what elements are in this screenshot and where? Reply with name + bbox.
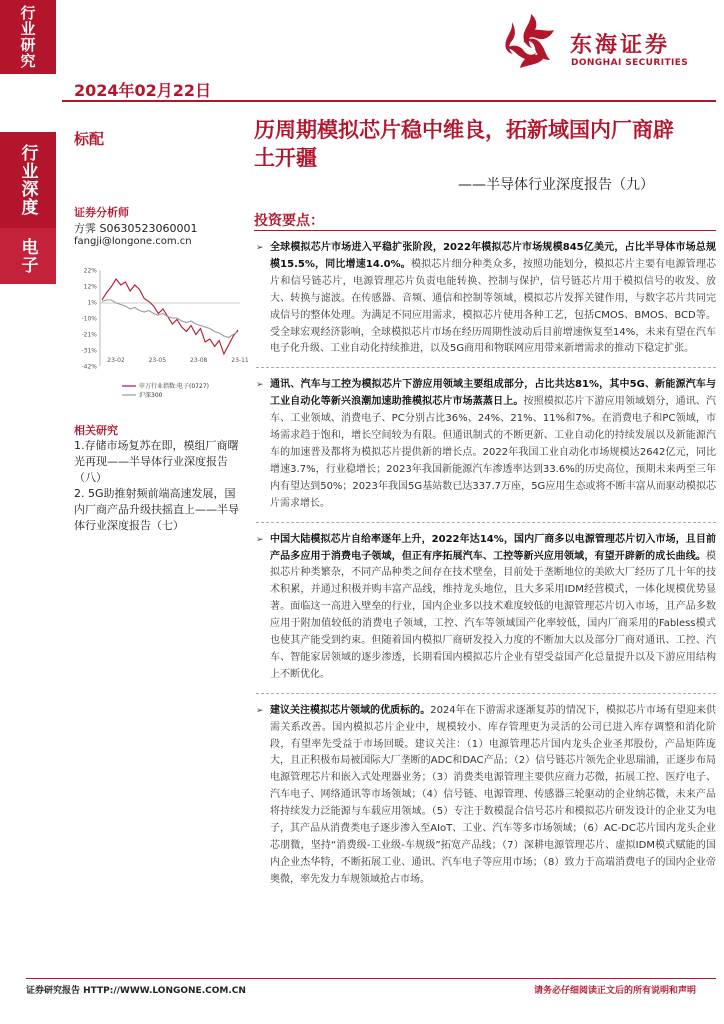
chart-ytick-label: -10%	[81, 315, 97, 323]
report-title: 历周期模拟芯片稳中维良，拓新域国内厂商辟土开疆	[254, 118, 674, 170]
brand-emblem-icon	[498, 10, 564, 76]
bullet-arrow-icon: ➢	[256, 705, 264, 716]
key-points-divider	[254, 230, 716, 231]
key-points-heading: 投资要点：	[254, 213, 324, 229]
chart-series-line	[102, 300, 238, 338]
key-point-lead: 中国大陆模拟芯片自给率逐年上升，2022年达14%，国内厂商多以电源管理芯片切入市场，且目前产品多应用于消费电子领域，但正有序拓展汽车、工控等新兴应用领域，有望开辟新的成长曲线。	[270, 533, 716, 562]
key-point-lead: 建议关注模拟芯片领域的优质标的。	[270, 704, 431, 716]
chart-series-line	[102, 279, 238, 354]
chart-xtick-label: 23-08	[189, 357, 208, 364]
bullet-arrow-icon: ➢	[256, 243, 264, 253]
key-point-lead: 全球模拟芯片市场进入平稳扩张阶段，2022年模拟芯片市场规模845亿美元，占比半导体市场总规模15.5%，同比增速14.0%。	[270, 242, 716, 270]
industry-rating: 标配	[74, 130, 105, 148]
key-point	[256, 377, 716, 512]
footer-disclaimer: 请务必仔细阅读正文后的所有说明和声明	[533, 986, 696, 996]
chart-xtick-label: 23-02	[107, 357, 125, 364]
key-point-separator	[256, 522, 716, 523]
brand-name-cn: 东海证券	[570, 33, 671, 58]
header-divider	[62, 100, 716, 102]
section-tab-research	[0, 0, 56, 74]
related-research-heading: 相关研究	[74, 424, 118, 437]
section-tab-sector	[0, 228, 56, 284]
report-date: 2024年02月22日	[74, 81, 212, 100]
key-point-lead: 通讯、汽车与工控为模拟芯片下游应用领域主要组成部分，占比共达81%，其中5G、新能源汽车与工业自动化等新兴浪潮加速助推模拟芯片市场蒸蒸日上。	[270, 379, 716, 408]
brand-name-en: DONGHAI SECURITIES	[571, 58, 689, 68]
chart-ytick-label: -31%	[81, 347, 97, 355]
key-point	[256, 240, 716, 358]
brand-logo	[498, 8, 716, 78]
bullet-arrow-icon: ➢	[256, 534, 264, 545]
chart-legend-label: 申万行业指数:电子(0727)	[139, 383, 209, 391]
bullet-arrow-icon: ➢	[256, 380, 264, 391]
footer-divider	[26, 978, 716, 979]
chart-legend-label: 沪深300	[139, 392, 163, 400]
section-tab-label: 电子	[17, 238, 38, 274]
analyst-name: 方霁 S0630523060001	[74, 222, 198, 235]
chart-ytick-label: -21%	[81, 331, 97, 339]
section-tab-label: 行业深度	[17, 144, 38, 216]
chart-ytick-label: 12%	[83, 283, 97, 291]
key-point-body: 按照模拟芯片下游应用领域划分，通讯、汽车、工业领域、消费电子、PC分别占比36%、24%、21%、11%和7%。在消费电子和PC领域，市场需求趋于饱和，增长空间较为有限。但通讯制式的不断更新、工业自动化的持续发展以及新能源汽车的加速普及都将为模拟芯片提供新的增长点。2022年我国工业自动化市场规模达2642亿元，同比增速3.7%，行业稳增长；2023年我国新能源汽车渗透率达到33.6%的历史高位，预期未来两至三年内有望达到50%；2023年我国5G基站数已达337.7万座，5G应用生态或将不断丰富从而驱动模拟芯片需求增长。	[270, 396, 717, 509]
related-research-item[interactable]: 2. 5G助推射频前端高速发展，国内厂商产品升级扶摇直上——半导体行业深度报告（七）	[74, 487, 239, 532]
chart-xtick-label: 23-05	[148, 357, 167, 364]
key-point-body: 模拟芯片细分种类众多，按照功能划分，模拟芯片主要有电源管理芯片和信号链芯片，电源管理芯片负责电能转换、控制与保护，信号链芯片用于模拟信号的收发、放大、转换与滤波。在传感器、音频、通信和控制等领域，模拟芯片发挥关键作用，与数字芯片共同完成信号的整体处理。为满足不同应用需求，模拟芯片使用各种工艺，包括CMOS、BMOS、BCD等。受全球宏观经济影响，全球模拟芯片市场在经历周期性波动后目前增速恢复至14%，未来有望在汽车电子化升级、工业自动化持续推进，以及5G商用和物联网应用带来新增需求的推动下稳定扩张。	[270, 258, 716, 355]
report-subtitle: ——半导体行业深度报告（九）	[458, 177, 654, 193]
performance-chart	[64, 262, 249, 408]
chart-ytick-label: -42%	[81, 363, 97, 371]
chart-ytick-label: 1%	[87, 299, 97, 307]
chart-xtick-label: 23-11	[231, 357, 249, 364]
related-research-list	[74, 438, 246, 534]
footer-website[interactable]: 证券研究报告 HTTP://WWW.LONGONE.COM.CN	[26, 986, 246, 996]
key-point-separator	[256, 367, 716, 368]
key-point-body: 模拟芯片种类繁杂，不同产品种类之间存在技术壁垒，目前处于垄断地位的美欧大厂经历了几十年的技术积累，并通过积极并购丰富产品线，维持龙头地位，且大多采用IDM经营模式，一体化规模优势显著。面临这一高进入壁垒的行业，国内企业多以技术难度较低的电源管理芯片切入市场，且产品多数应用于附加值较低的消费电子领域，工控、汽车等领域国产化率较低，国内厂商采用的Fabless模式也使其产能受到约束。但随着国内模拟厂商研发投入力度的不断加大以及部分厂商对通讯、工控、汽车、智能家居领域的逐步渗透，长期看国内模拟芯片企业有望受益国产化总量提升以及下游应用结构上不断优化。	[270, 550, 716, 680]
section-tab-industry-depth	[0, 132, 56, 228]
analyst-email: fangji@longone.com.cn	[74, 236, 192, 247]
section-tab-label: 行业研究	[18, 5, 37, 69]
key-points-list	[256, 240, 716, 889]
key-point-separator	[256, 693, 716, 694]
analyst-heading: 证券分析师	[74, 206, 129, 219]
key-point-body: 2024年在下游需求逐渐复苏的情况下，模拟芯片市场有望迎来供需关系改善。国内模拟芯片企业中，规模较小、库存管理更为灵活的公司已进入库存调整和消化阶段，有望率先受益于市场回暖。建议关注：（1）电源管理芯片国内龙头企业圣邦股份，产品矩阵庞大，且正积极布局被国际大厂垄断的ADC和DAC产品；（2）信号链芯片领先企业思瑞浦，正逐步布局电源管理芯片和嵌入式处理器业务；（3）消费类电源管理主要供应商力芯微，拓展工控、医疗电子、汽车电子、网络通讯等市场领域；（4）信号链、电源管理、传感器三轮驱动的企业纳芯微，未来产品将持续发力泛能源与车载应用领域。（5）专注于数模混合信号芯片和模拟芯片研发设计的企业艾为电子，其产品从消费类电子逐步渗入至AIoT、工业、汽车等多市场领域；（6）AC-DC芯片国内龙头企业芯朋微，坚持“消费级-工业级-车规级”拓宽产品线；（7）深耕电源管理芯片、虚拟IDM模式赋能的国内企业杰华特，不断拓展工业、通讯、汽车电子等应用市场；（8）致力于高端消费电子的国内企业帝奥微，率先发力车规领域抢占市场。	[270, 704, 717, 885]
chart-ytick-label: 22%	[83, 267, 97, 275]
key-point	[256, 703, 716, 889]
related-research-item[interactable]: 1.存储市场复苏在即，模组厂商曙光再现——半导体行业深度报告（八）	[74, 439, 239, 484]
key-point	[256, 532, 716, 684]
